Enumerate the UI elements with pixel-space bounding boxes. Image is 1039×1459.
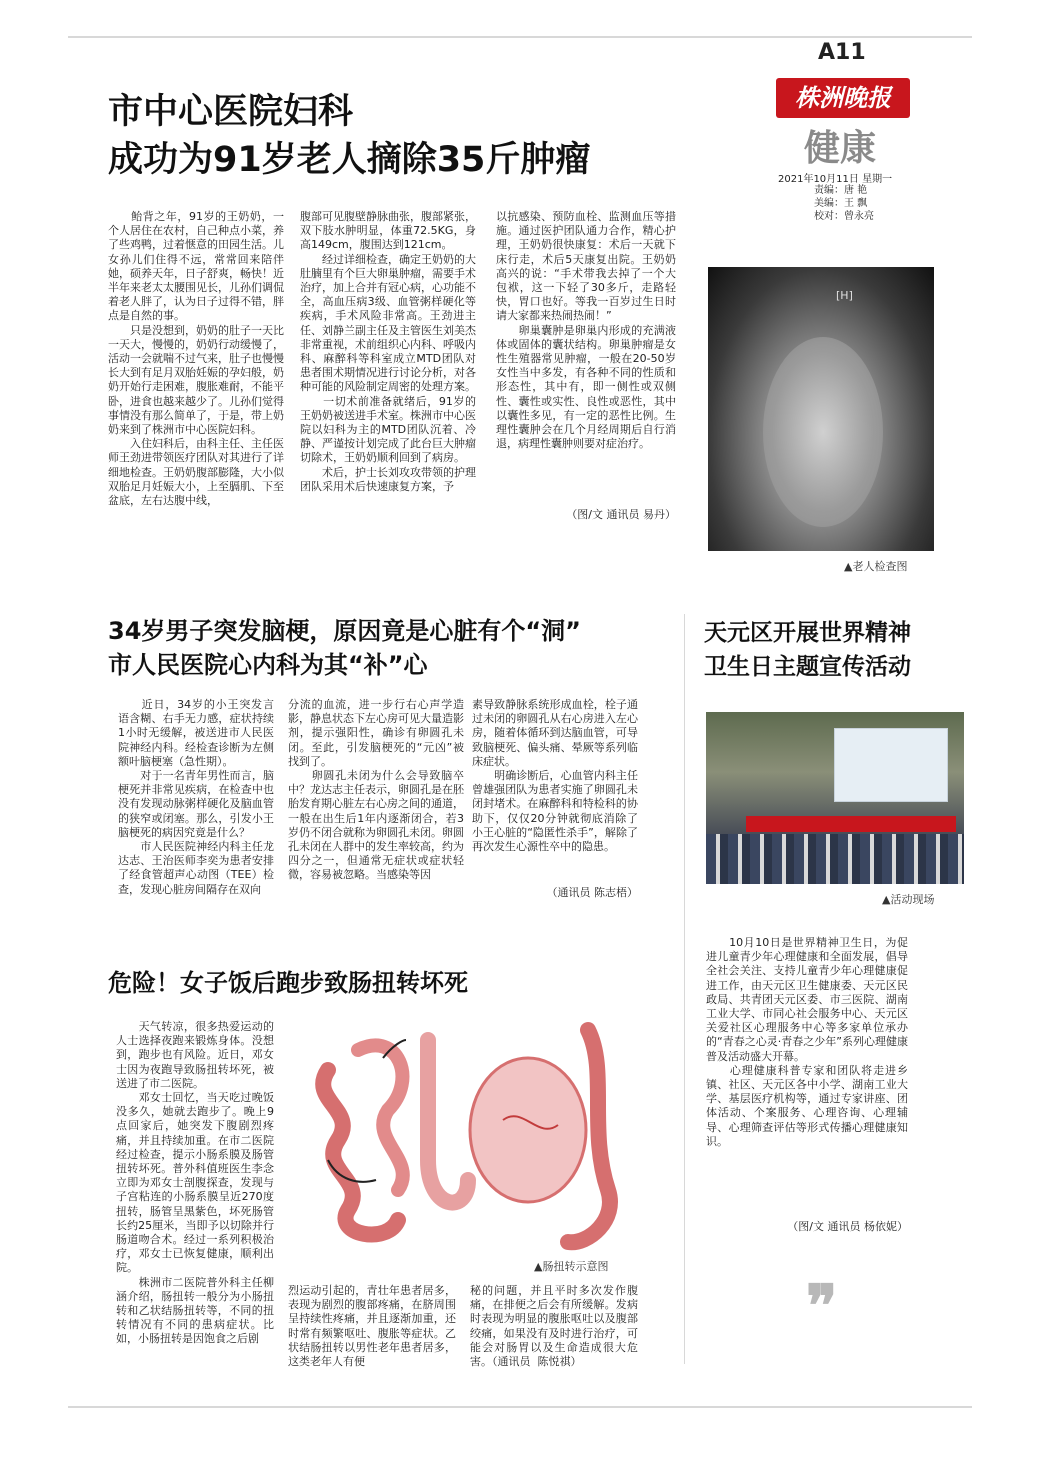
article3-headline <box>704 616 911 684</box>
tumor-shadow <box>763 337 883 527</box>
article2-headline <box>108 614 581 682</box>
article4-headline: 危险！女子饭后跑步致肠扭转坏死 <box>108 969 468 997</box>
staff-editor: 责编：唐 艳 <box>814 185 868 196</box>
diagram-caption: ▲肠扭转示意图 <box>534 1260 609 1273</box>
event-caption: ▲活动现场 <box>882 893 935 906</box>
masthead-logo-text: 株洲晚报 <box>795 83 891 112</box>
staff-designer: 美编：王 飘 <box>814 198 868 209</box>
article4-column-2: 烈运动引起的，青壮年患者居多，表现为剧烈的腹部疼痛，在脐周围呈持续性疼痛，并且逐渐加重，还时常有频繁呕吐、腹胀等症状。乙状结肠扭转以男性老年患者居多，这类老年人有便 <box>288 1284 456 1369</box>
audience <box>706 834 964 884</box>
xray-caption: ▲老人检查图 <box>844 560 908 573</box>
article1-column-3: 以抗感染、预防血栓、监测血压等措施。通过医护团队通力合作，精心护理，王奶奶很快康复：术后一天就下床行走，术后5天康复出院。王奶奶高兴的说：“手术带我去掉了一个大包袱，这一下轻了30多斤，走路轻快，胃口也好。等我一百岁过生日时请大家都来热闹热闹！” 卵巢囊肿是卵巢内形成的充满液体或固体的囊状结构。卵巢肿瘤是女性生殖器常见肿瘤，一般在20-50岁女性当中多发，有各种不同的性质和形态性，其中有，即一侧性或双侧性、囊性或实性、良性或恶性，其中以囊性多见，有一定的恶性比例。生理性囊肿会在几个月经周期后自行消退，病理性囊肿则要对症治疗。 <box>496 210 676 451</box>
top-rule <box>68 36 972 38</box>
intestine-diagram-svg <box>288 1010 638 1254</box>
article3-title-line1: 天元区开展世界精神 <box>704 620 911 646</box>
volvulus-sigmoid <box>470 1058 586 1202</box>
issue-date: 2021年10月11日 星期一 <box>778 174 893 185</box>
article3-credit: （图/文 通讯员 杨依妮） <box>787 1220 908 1233</box>
article2-column-2: 分流的血流，进一步行右心声学造影，静息状态下左心房可见大量造影剂，提示强阳性，确诊有卵圆孔未闭。至此，引发脑梗死的“元凶”被找到了。 卵圆孔未闭为什么会导致脑卒中？龙达志主任表示，卵圆孔是在胚胎发育期心脏左右心房之间的通道，一般在出生后1年内逐渐闭合，若3岁仍不闭合就称为卵圆孔未闭。卵圆孔未闭在人群中的发生率较高，约为四分之一，但通常无症状或症状轻微，容易被忽略。当感染等因 <box>288 698 464 882</box>
staff-list <box>814 184 874 223</box>
article1-column-2: 腹部可见腹壁静脉曲张，腹部紧张，双下肢水肿明显，体重72.5KG，身高149cm，腹围达到121cm。 经过详细检查，确定王奶奶的大肚腩里有个巨大卵巢肿瘤，需要手术治疗，加上合并有冠心病，心功能不全，高血压病3级、血管粥样硬化等疾病，手术风险非常高。王劲进主任、刘静兰副主任及主管医生刘美杰非常重视，术前组织心内科、呼吸内科、麻醉科等科室成立MTD团队对患者围术期情况进行讨论分析，对各种可能的风险制定周密的处理方案。 一切术前准备就绪后，91岁的王奶奶被送进手术室。株洲市中心医院以妇科为主的MTD团队沉着、冷静、严谨按计划完成了此台巨大肿瘤切除术，王奶奶顺利回到了病房。 术后，护士长刘攻攻带领的护理团队采用术后快速康复方案，予 <box>300 210 476 493</box>
masthead-logo <box>776 78 910 118</box>
article2-title-line1: 34岁男子突发脑梗，原因竟是心脏有个“洞” <box>108 617 581 645</box>
xray-marker: [H] <box>836 289 853 302</box>
article3-body: 10月10日是世界精神卫生日，为促进儿童青少年心理健康和全面发展，倡导全社会关注、支持儿童青少年心理健康促进工作，由天元区卫生健康委、天元区民政局、共青团天元区委、市三医院、湖南工业大学、市同心社会服务中心、天元区关爱社区心理服务中心等多家单位承办的“青春之心灵·青春之少年”系列心理健康普及活动盛大开幕。 心理健康科普专家和团队将走进乡镇、社区、天元区各中小学、湖南工业大学、基层医疗机构等，通过专家讲座、团体活动、个案服务、心理咨询、心理辅导、心理筛查评估等形式传播心理健康知识。 <box>706 936 908 1148</box>
article2-credit: （通讯员 陈志梧） <box>546 886 638 899</box>
staff-proofreader: 校对：曾永亮 <box>814 211 874 222</box>
xray-image <box>708 267 934 551</box>
article3-title-line2: 卫生日主题宣传活动 <box>704 654 911 680</box>
article1-credit: （图/文 通讯员 易丹） <box>566 508 676 521</box>
intestine-diagram <box>288 1010 638 1254</box>
page-number: A11 <box>818 40 866 65</box>
article2-title-line2: 市人民医院心内科为其“补”心 <box>108 651 428 679</box>
event-photo <box>706 712 964 884</box>
article2-column-1: 近日，34岁的小王突发言语含糊、右手无力感，症状持续1小时无缓解，被送进市人民医院神经内科。经检查诊断为左侧额叶脑梗塞（急性期）。 对于一名青年男性而言，脑梗死并非常见疾病，在检查中也没有发现动脉粥样硬化及脑血管的狭窄或闭塞。那么，引发小王脑梗死的病因究竟是什么？ 市人民医院神经内科主任龙达志、王治医师李奕为患者安排了经食管超声心动图（TEE）检查，发现心脏房间隔存在双向 <box>118 698 274 896</box>
article1-column-1: 鲐背之年，91岁的王奶奶，一个人居住在农村，自己种点小菜，养了些鸡鸭，过着惬意的田园生活。儿女孙儿们住得不远，常常回来陪伴她，硕养天年，日子舒爽，畅快！近半年来老太太腰围见长，儿孙们调侃着老人胖了，认为日子过得不错，胖点是自然的事。 只是没想到，奶奶的肚子一天比一天大，慢慢的，奶奶行动缓慢了，活动一会就喘不过气来，肚子也慢慢长大到有足月双胎妊娠的孕妇般，奶奶开始行走困难，腹胀难耐，不能平卧，进食也越来越少了。儿孙们觉得事情没有那么简单了，于是，带上奶奶来到了株洲市中心医院妇科。 入住妇科后，由科主任、主任医师王劲进带领医疗团队对其进行了详细地检查。王奶奶腹部膨隆，大小似双胎足月妊娠大小，上至膈肌、下至盆底，左右达腹中线， <box>108 210 284 508</box>
large-intestine-segment <box>428 1040 468 1203</box>
small-intestine-twist <box>358 1045 403 1190</box>
article1-headline <box>108 88 590 184</box>
stage-banner <box>746 816 956 832</box>
article1-title-line2: 成功为91岁老人摘除35斤肿瘤 <box>108 140 591 180</box>
section-title: 健康 <box>804 127 877 169</box>
quote-mark-icon: ❞ <box>806 1272 838 1340</box>
article1-title-line1: 市中心医院妇科 <box>108 92 354 132</box>
column-divider <box>684 614 685 1364</box>
bottom-rule <box>68 1406 972 1408</box>
article4-column-3: 秘的问题，并且平时多次发作腹痛，在排便之后会有所缓解。发病时表现为明显的腹胀呕吐以及腹部绞痛，如果没有及时进行治疗，可能会对肠胃以及生命造成很大危害。（通讯员 陈悦祺） <box>470 1284 638 1369</box>
projection-screen <box>834 728 948 802</box>
article2-column-3: 素导致静脉系统形成血栓，栓子通过未闭的卵圆孔从右心房进入左心房，随着体循环到达脑血管，可导致脑梗死、偏头痛、晕厥等系列临床症状。 明确诊断后，心血管内科主任曾雄强团队为患者实施了卵圆孔未闭封堵术。在麻醉科和特检科的协助下，仅仅20分钟就彻底消除了小王心脏的“隐匿性杀手”，解除了再次发生心源性卒中的隐患。 <box>472 698 638 854</box>
article4-column-1: 天气转凉，很多热爱运动的人士选择夜跑来锻炼身体。没想到，跑步也有风险。近日，邓女士因为夜跑导致肠扭转坏死，被送进了市二医院。 邓女士回忆，当天吃过晚饭没多久，她就去跑步了。晚上9点回家后，她突发下腹剧烈疼痛，并且持续加重。在市二医院经过检查，提示小肠系膜及肠管扭转坏死。普外科值班医生李念立即为邓女士剖腹探查，发现与子宫粘连的小肠系膜呈近270度扭转，肠管呈黑紫色，坏死肠管长约25厘米，当即予以切除并行肠道吻合术。经过一系列积极治疗，邓女士已恢复健康，顺利出院。 株洲市二医院普外科主任柳涵介绍，肠扭转一般分为小肠扭转和乙状结肠扭转等，不同的扭转情况有不同的患病症状。比如，小肠扭转是因饱食之后剧 <box>116 1020 274 1346</box>
